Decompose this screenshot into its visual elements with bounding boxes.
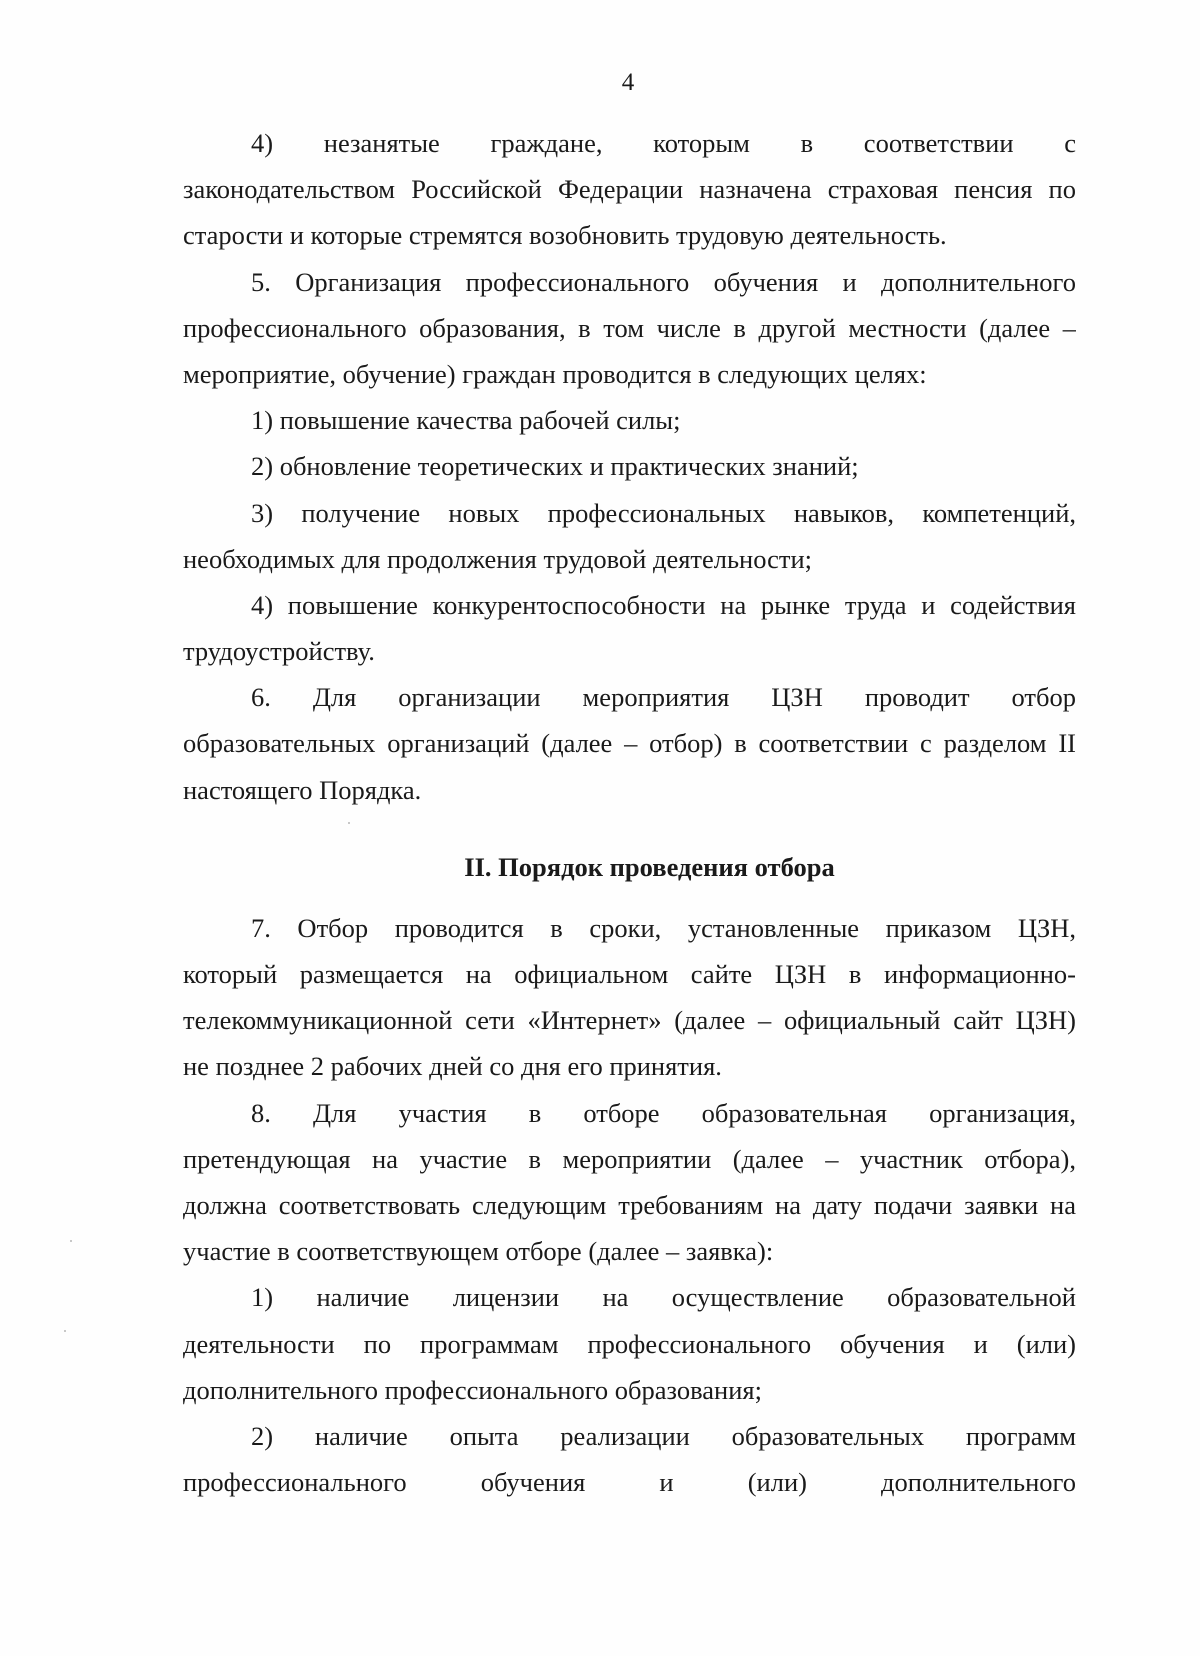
text-line: профессионального обучения и (или) дополнительного	[183, 1467, 1076, 1498]
text-line: 2) обновление теоретических и практических знаний;	[251, 451, 859, 482]
document-body	[183, 120, 1076, 1505]
text-line: 2) наличие опыта реализации образовательных программ	[251, 1420, 1076, 1451]
text-line: 7. Отбор проводится в сроки, установленные приказом ЦЗН,	[251, 912, 1076, 943]
text-line: необходимых для продолжения трудовой деятельности;	[183, 543, 813, 574]
text-line: настоящего Порядка.	[183, 774, 422, 805]
text-line: мероприятие, обучение) граждан проводится в следующих целях:	[183, 358, 927, 389]
section-heading: II. Порядок проведения отбора	[464, 851, 835, 882]
text-line: 3) получение новых профессиональных навыков, компетенций,	[251, 497, 1076, 528]
text-line: должна соответствовать следующим требованиям на дату подачи заявки на	[183, 1189, 1076, 1220]
text-line: 1) повышение качества рабочей силы;	[251, 405, 681, 436]
text-line: 5. Организация профессионального обучения и дополнительного	[251, 266, 1076, 297]
scan-speck	[70, 1240, 72, 1242]
text-line: который размещается на официальном сайте ЦЗН в информационно-	[183, 959, 1076, 989]
text-line: 6. Для организации мероприятия ЦЗН проводит отбор	[251, 682, 1076, 713]
scan-speck	[348, 822, 350, 824]
page-number: 4	[621, 69, 635, 96]
text-line: старости и которые стремятся возобновить трудовую деятельность.	[183, 220, 947, 251]
paragraphs-after-heading	[183, 905, 1076, 1505]
text-line: 8. Для участия в отборе образовательная организация,	[251, 1097, 1076, 1128]
text-line: профессионального образования, в том числе в другой местности (далее –	[183, 312, 1076, 343]
text-line: дополнительного профессионального образования;	[183, 1374, 762, 1405]
text-line: участие в соответствующем отборе (далее – заявка):	[183, 1236, 774, 1267]
text-line: не позднее 2 рабочих дней со дня его принятия.	[183, 1051, 722, 1082]
scan-speck	[64, 1330, 66, 1332]
text-line: телекоммуникационной сети «Интернет» (далее – официальный сайт ЦЗН)	[183, 1005, 1076, 1036]
text-line: 4) повышение конкурентоспособности на рынке труда и содействия	[251, 589, 1076, 620]
text-line: 1) наличие лицензии на осуществление образовательной	[251, 1282, 1076, 1313]
paragraphs-before-heading	[183, 120, 1076, 813]
text-line: деятельности по программам профессионального обучения и (или)	[183, 1328, 1076, 1359]
text-line: образовательных организаций (далее – отбор) в соответствии с разделом II	[183, 728, 1076, 759]
text-line: 4) незанятые граждане, которым в соответствии с	[251, 128, 1076, 158]
text-line: законодательством Российской Федерации назначена страховая пенсия по	[183, 174, 1076, 205]
text-line: претендующая на участие в мероприятии (далее – участник отбора),	[183, 1143, 1076, 1174]
text-line: трудоустройству.	[183, 636, 375, 667]
